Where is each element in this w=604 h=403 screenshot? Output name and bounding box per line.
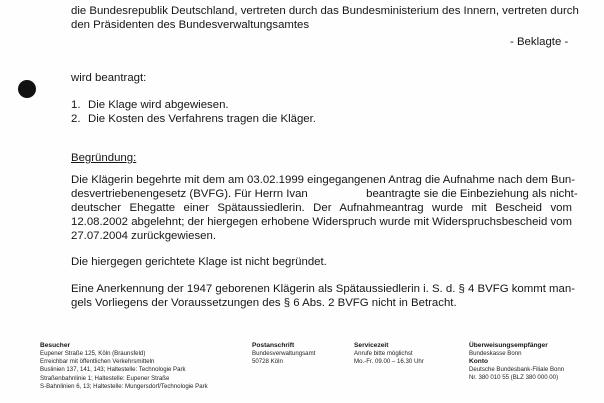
paragraph-line: Die Klägerin begehrte mit dem am 03.02.1999 eingegangenen Antrag die Aufnahme nach dem Bun-: [71, 174, 576, 186]
punch-hole-mark: [18, 80, 36, 98]
footer-line: Anrufe bitte möglichst: [354, 350, 413, 357]
footer-line: Deutsche Bundesbank-Filiale Bonn: [469, 366, 565, 374]
footer-line: Erreichbar mit öffentlichen Verkehrsmitteln: [40, 358, 155, 366]
paragraph-line: deutscher Ehegatte einer Spätaussiedlerin. Der Aufnahmeantrag wurde mit Bescheid vom: [71, 202, 572, 214]
reasoning-paragraph-1: [71, 173, 578, 243]
footer-bank: [469, 342, 564, 383]
footer-line: Straßenbahnlinie 1; Haltestelle: Eupener Straße: [40, 374, 170, 382]
paragraph-line: 12.08.2002 abgelehnt; der hiergegen erhobene Widerspruch wurde mit Widerspruchsbescheid vom: [71, 216, 572, 228]
footer-subheading: Konto: [469, 358, 489, 366]
footer-line: Mo.-Fr. 09.00 – 16.30 Uhr: [354, 358, 424, 366]
footer-line: Buslinien 137, 141, 143; Haltestelle: Technologie Park: [40, 366, 186, 374]
motion-item-1: [71, 98, 229, 112]
footer-service: [354, 342, 424, 366]
defendant-line-1: die Bundesrepublik Deutschland, vertreten durch das Bundesministerium des Innern, vertreten durch: [71, 5, 579, 17]
footer-line: S-Bahnlinien 6, 13; Haltestelle: Mungersdorf/Technologie Park: [40, 382, 208, 390]
footer-heading: Servicezeit: [354, 342, 389, 349]
defendant-role: - Beklagte -: [510, 36, 569, 48]
footer-visitor: [40, 342, 208, 391]
footer-line: Bundesverwaltungsamt: [252, 350, 316, 357]
motion-item-number: 1.: [71, 99, 81, 111]
footer-heading: Besucher: [40, 342, 71, 349]
paragraph-line: Eine Anerkennung der 1947 geborenen Klägerin als Spätaussiedlerin i. S. d. § 4 BVFG kommt man-: [71, 283, 576, 295]
motion-intro: wird beantragt:: [71, 72, 147, 84]
footer-heading: Überweisungsempfänger: [469, 342, 548, 349]
motion-item-text: Die Klage wird abgewiesen.: [88, 99, 229, 111]
paragraph-line-part: beantragte sie die Einbeziehung als nicht-: [366, 188, 578, 200]
defendant-line-2: den Präsidenten des Bundesverwaltungsamtes: [71, 19, 310, 31]
footer-line: Nr. 380 010 55 (BLZ 380 000 00): [469, 374, 559, 382]
reasoning-paragraph-2: Die hiergegen gerichtete Klage ist nicht begründet.: [71, 256, 327, 268]
motion-item-2: [71, 112, 316, 126]
reasoning-paragraph-3: [71, 282, 576, 310]
reasoning-heading: Begründung:: [71, 152, 137, 164]
motion-item-number: 2.: [71, 113, 81, 125]
motion-item-text: Die Kosten des Verfahrens tragen die Kläger.: [88, 113, 316, 125]
footer-line: 50728 Köln: [252, 358, 283, 366]
paragraph-line: [71, 187, 578, 201]
footer-heading: Postanschrift: [252, 342, 295, 349]
paragraph-line-part: desvertriebenengesetz (BVFG). Für Herrn Ivan: [71, 188, 308, 200]
footer-line: Bundeskasse Bonn: [469, 350, 522, 357]
footer-line: Eupener Straße 125, Köln (Braunsfeld): [40, 350, 146, 357]
paragraph-line: gels Vorliegens der Voraussetzungen des § 6 Abs. 2 BVFG nicht in Betracht.: [71, 297, 457, 309]
footer-postal: [252, 342, 315, 366]
paragraph-line: 27.07.2004 zurückgewiesen.: [71, 230, 217, 242]
